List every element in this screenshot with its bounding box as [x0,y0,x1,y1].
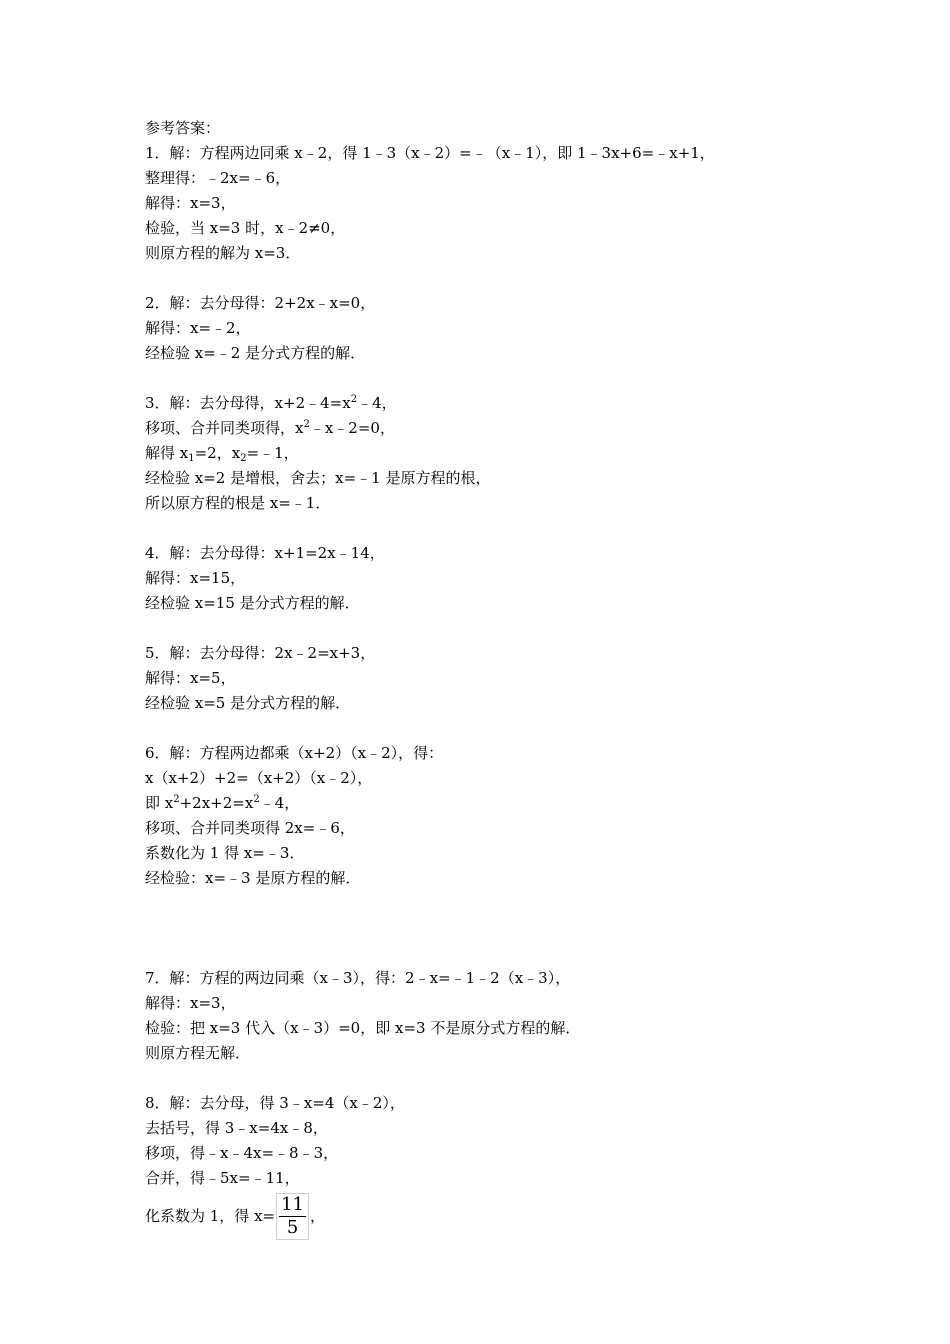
answer-3-line-5: 所以原方程的根是 x=﹣1． [145,494,331,512]
answer-3 [145,391,845,516]
answer-2-line-3: 经检验 x=﹣2 是分式方程的解． [145,344,366,362]
fraction-numerator: 11 [281,1193,305,1215]
answer-7 [145,966,845,1066]
answer-3-line-3: 解得 $x_1=2$，$x_2=﹣1$， [145,444,299,464]
answer-2-line-2: 解得：x=﹣2， [145,319,251,337]
answer-document [145,116,845,1241]
answers-heading: 参考答案： [145,119,221,137]
answer-7-line-4: 则原方程无解． [145,1044,251,1062]
answer-5-line-3: 经检验 x=5 是分式方程的解． [145,694,351,712]
answer-7-line-1: 7．解：方程的两边同乘（x﹣3），得：2﹣x=﹣1﹣2（x﹣3）， [145,969,571,987]
answer-4-line-1: 4．解：去分母得：x+1=2x﹣14， [145,544,385,562]
fraction [276,1193,309,1240]
answer-7-line-2: 解得：x=3， [145,994,236,1012]
answer-1 [145,141,845,266]
answer-1-line-4: 检验，当 x=3 时，x﹣2≠0， [145,219,346,237]
answer-4-line-2: 解得：x=15， [145,569,246,587]
answer-3-line-2: 移项、合并同类项得，$x^2﹣x﹣2=0$， [145,419,395,437]
answer-8-line-4: 合并，得﹣5x=﹣11， [145,1169,300,1187]
answer-6 [145,741,845,891]
answer-6-line-2: x（x+2）+2=（x+2）（x﹣2）， [145,769,373,787]
answer-6-line-5: 系数化为 1 得 x=﹣3． [145,844,305,862]
answer-8-line-1: 8．解：去分母，得 3﹣x=4（x﹣2）， [145,1094,405,1112]
answer-7-line-3: 检验：把 x=3 代入（x﹣3）=0，即 x=3 不是原分式方程的解． [145,1019,581,1037]
answer-4 [145,541,845,616]
answer-2-line-1: 2．解：去分母得：2+2x﹣x=0， [145,294,376,312]
answer-1-line-2: 整理得：﹣2x=﹣6， [145,169,291,187]
answer-5-line-1: 5．解：去分母得：2x﹣2=x+3， [145,644,376,662]
answer-8-line-2: 去括号，得 3﹣x=4x﹣8， [145,1119,328,1137]
answer-8 [145,1091,845,1241]
answer-6-line-4: 移项、合并同类项得 2x=﹣6， [145,819,355,837]
answer-5 [145,641,845,716]
answer-4-line-3: 经检验 x=15 是分式方程的解． [145,594,360,612]
answer-5-line-2: 解得：x=5， [145,669,236,687]
fraction-denominator: 5 [286,1216,299,1238]
answer-8-line-3: 移项，得﹣x﹣4x=﹣8﹣3， [145,1144,339,1162]
answer-1-line-5: 则原方程的解为 x=3． [145,244,301,262]
answer-6-line-3: 即 $x^2+2x+2=x^2﹣4$， [145,794,300,812]
answer-2 [145,291,845,366]
answer-3-line-4: 经检验 x=2 是增根，舍去；x=﹣1 是原方程的根， [145,469,491,487]
answer-1-line-3: 解得：x=3， [145,194,236,212]
answer-3-line-1: 3．解：去分母得，$x+2﹣4=x^2﹣4$， [145,394,397,412]
answer-6-line-1: 6．解：方程两边都乘（x+2）（x﹣2），得： [145,744,444,762]
answer-6-line-6: 经检验：x=﹣3 是原方程的解． [145,869,361,887]
answer-8-line-5: 化系数为 1，得 x= $\frac{11}{5}$ ， [145,1193,326,1238]
answer-1-line-1: 1．解：方程两边同乘 x﹣2，得 1﹣3（x﹣2）=﹣（x﹣1），即 1﹣3x+6=﹣x+1， [145,144,715,162]
